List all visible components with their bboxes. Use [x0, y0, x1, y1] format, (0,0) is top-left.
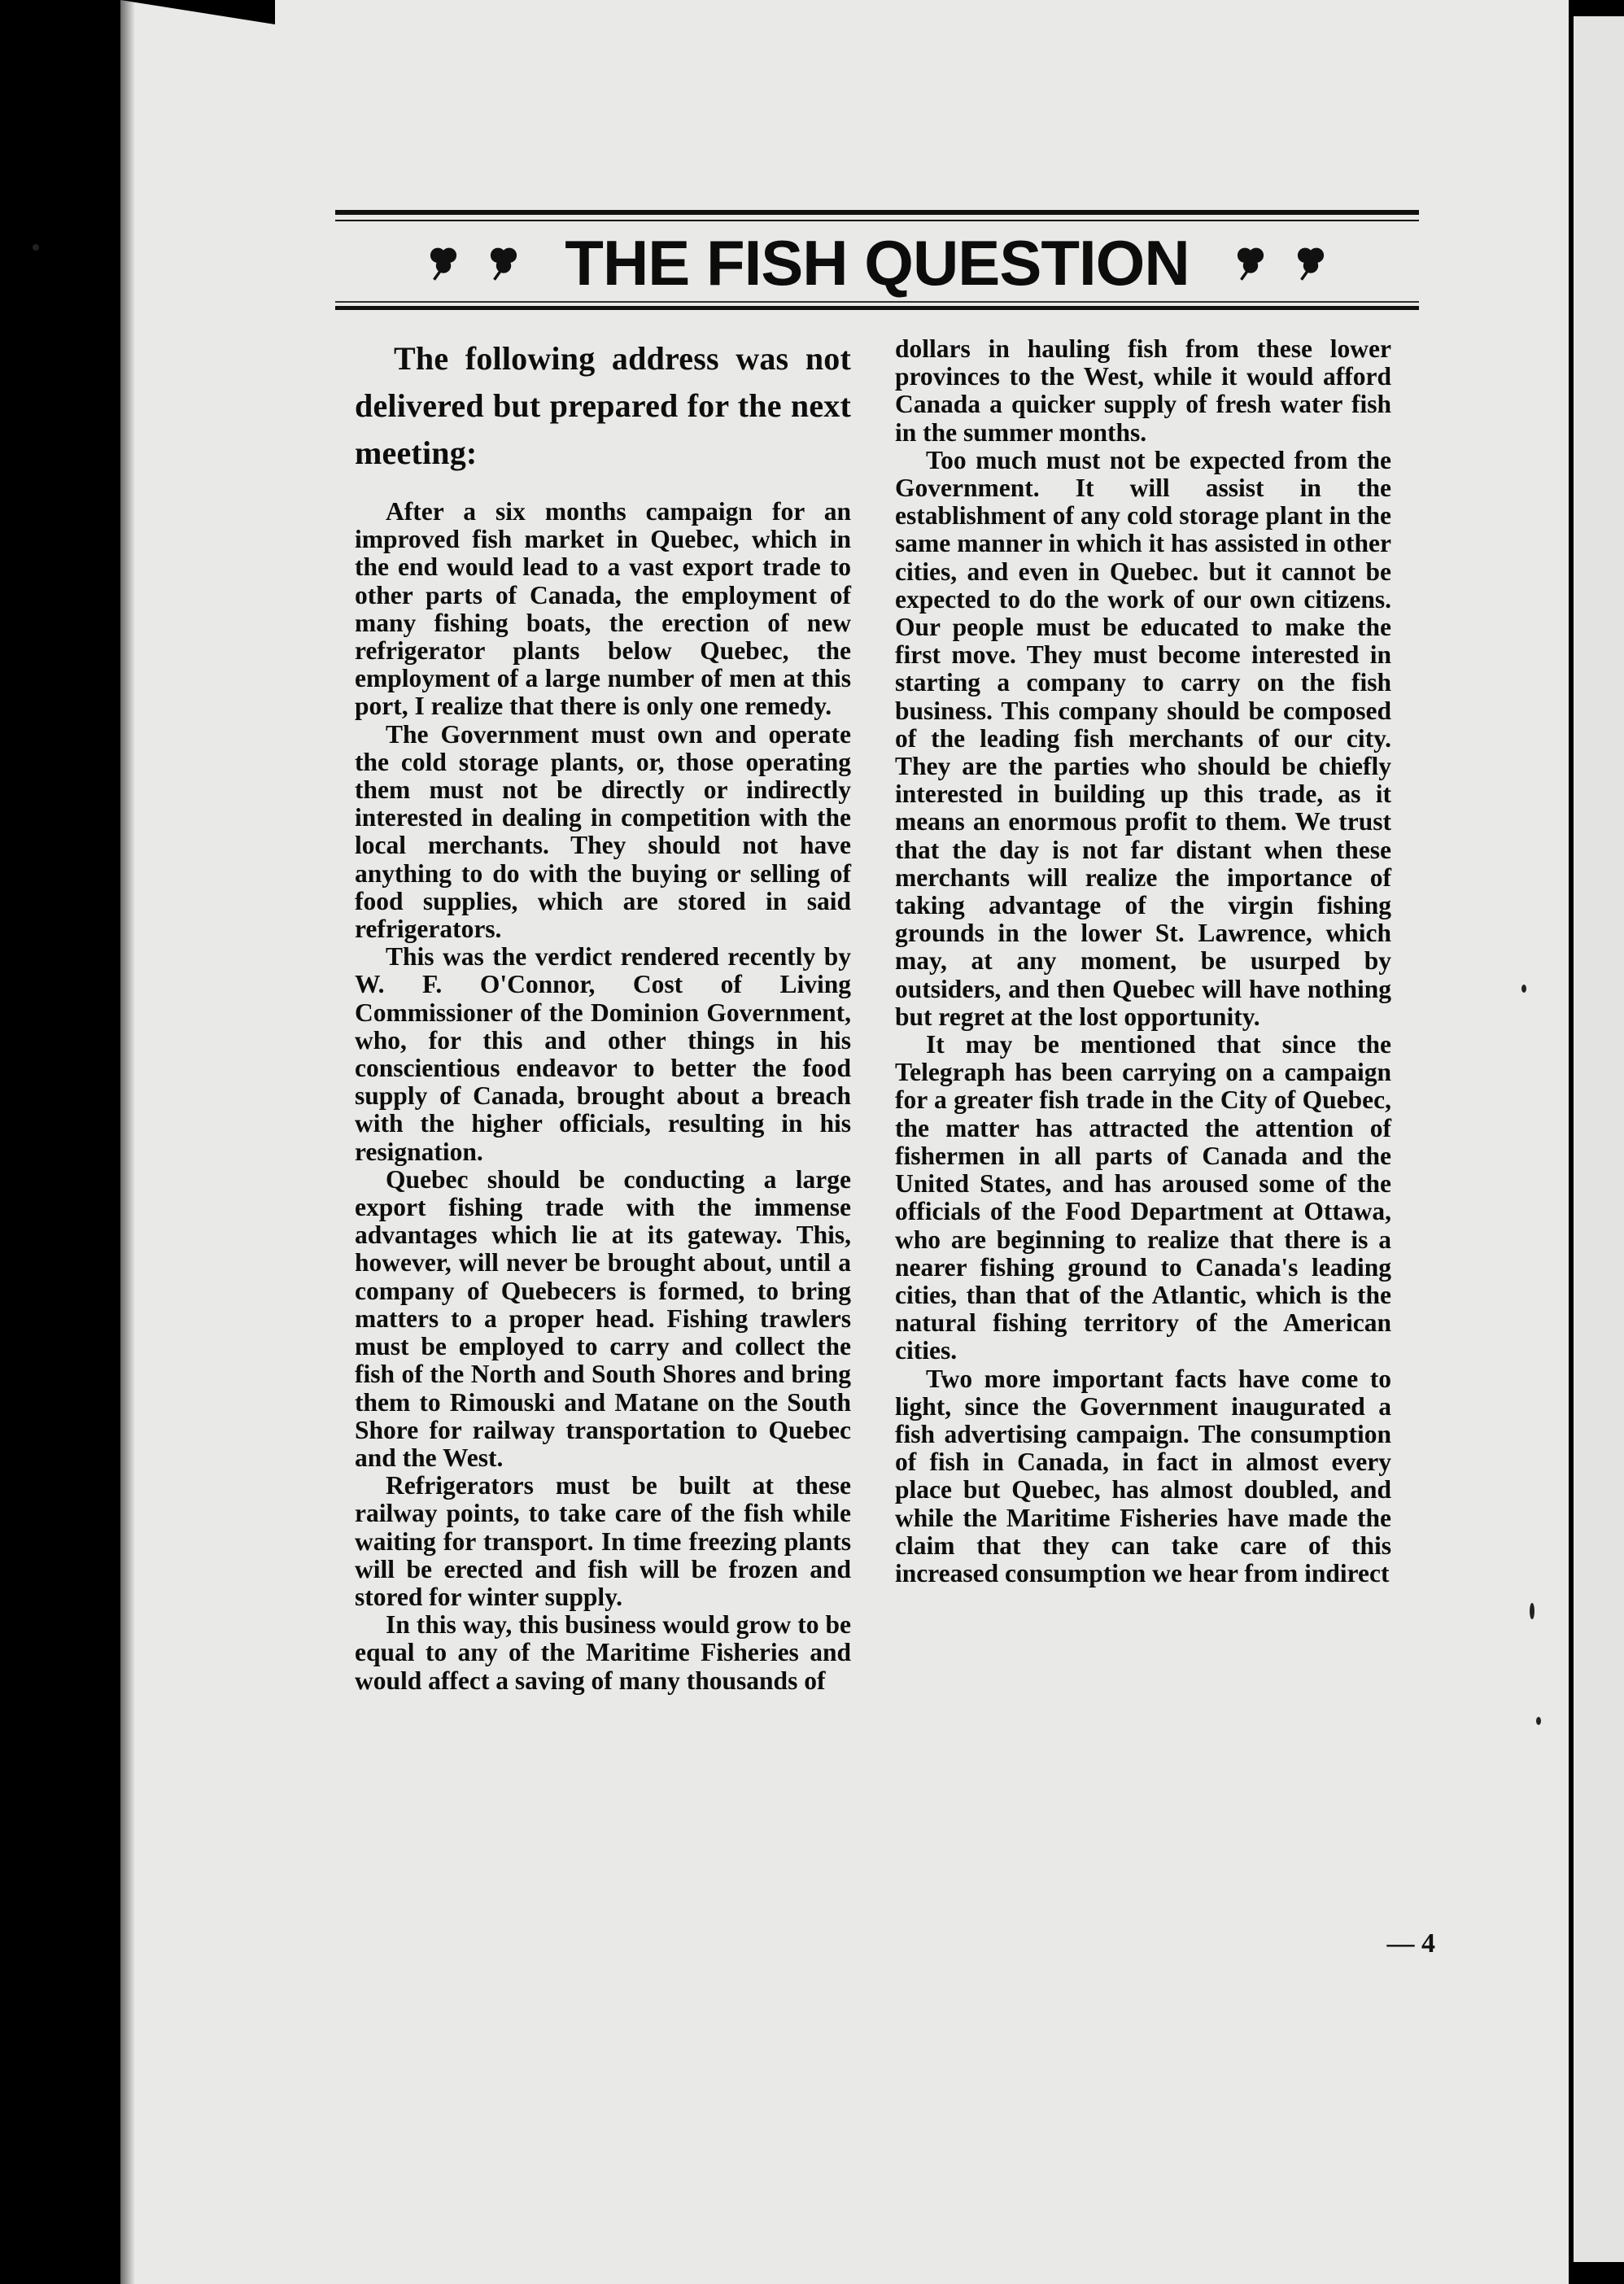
article-paragraph: In this way, this business would grow to be equal to any of the Maritime Fisheries and would affect a saving of many thousands of [355, 1610, 851, 1695]
masthead-rule-top-thin [335, 220, 1419, 221]
article-masthead [335, 208, 1419, 316]
shamrock-icon [1232, 244, 1269, 282]
adjacent-page-edge [1574, 16, 1624, 2262]
scan-speck [1536, 1717, 1541, 1725]
article-intro: The following address was not delivered but prepared for the next meeting: [355, 340, 851, 471]
shamrock-icon [425, 244, 462, 282]
article-paragraph: Two more important facts have come to light, since the Government inaugurated a fish advertising campaign. The consumption of fish in Canada, in fact in almost every place but Quebec, has almost doubled, and while the Maritime Fisheries have made the claim that they can take care of this increased consumption we hear from indirect [895, 1364, 1391, 1587]
masthead-rule-top [335, 210, 1419, 215]
masthead-rule-bottom-thin [335, 301, 1419, 303]
article-column-right [895, 335, 1391, 1587]
shamrock-icon [485, 244, 522, 282]
article-paragraph: The Government must own and operate the cold storage plants, or, those operating them must not be directly or indirectly interested in dealing in competition with the local merchants. They should not have anything to do with the buying or selling of food supplies, which are stored in said refrigerators. [355, 719, 851, 944]
article-column-left [355, 335, 851, 1695]
article-paragraph: Refrigerators must be built at these railway points, to take care of the fish while waiting for transport. In time freezing plants will be erected and fish will be frozen and stored for winter supply. [355, 1471, 851, 1611]
masthead-rule-bottom [335, 306, 1419, 310]
masthead-title-row [335, 228, 1419, 298]
article-paragraph: It may be mentioned that since the Telegraph has been carrying on a campaign for a greater fish trade in the City of Quebec, the matter has attracted the attention of fishermen in all parts of Canada and the United States, and has aroused some of the officials of the Food Department at Ottawa, who are beginning to realize that there is a nearer fishing ground to Canada's leading cities, than that of the Atlantic, which is the natural fishing territory of the American cities. [895, 1030, 1391, 1365]
shamrock-icon [1292, 244, 1329, 282]
article-paragraph: Too much must not be expected from the Government. It will assist in the establishment of any cold storage plant in the same manner in which it has assisted in other cities, and even in Quebec. but it cannot be expected to do the work of our own citizens. Our people must be educated to make the first move. They must become interested in starting a company to carry on the fish business. This company should be composed of the leading fish merchants of our city. They are the parties who should be chiefly interested in building up this trade, as it means an enormous profit to them. We trust that the day is not far distant when these merchants will realize the importance of taking advantage of the virgin fishing grounds in the lower St. Lawrence, which may, at any moment, be usurped by outsiders, and then Quebec will have nothing but regret at the lost opportunity. [895, 445, 1391, 1031]
page-binding-shadow [120, 0, 135, 2284]
article-paragraph: dollars in hauling fish from these lower provinces to the West, while it would afford Canada a quicker supply of fresh water fish in the summer months. [895, 334, 1391, 447]
article-paragraph: After a six months campaign for an improved fish market in Quebec, which in the end would lead to a vast export trade to other parts of Canada, the employment of many fishing boats, the erection of new refrigerator plants below Quebec, the employment of a large number of men at this port, I realize that there is only one remedy. [355, 497, 851, 721]
scan-speck [1521, 985, 1526, 993]
article-title: THE FISH QUESTION [565, 227, 1190, 299]
article-paragraph: This was the verdict rendered recently by W. F. O'Connor, Cost of Living Commissioner of the Dominion Government, who, for this and other things in his conscientious endeavor to better the food supply of Canada, brought about a breach with the higher officials, resulting in his resignation. [355, 942, 851, 1166]
page-number: — 4 [1386, 1928, 1435, 1959]
article-paragraph: Quebec should be conducting a large export fishing trade with the immense advantages which lie at its gateway. This, however, will never be brought about, until a company of Quebecers is formed, to bring matters to a proper head. Fishing trawlers must be employed to carry and collect the fish of the North and South Shores and bring them to Rimouski and Matane on the South Shore for railway transportation to Quebec and the West. [355, 1164, 851, 1472]
scan-speck [33, 244, 39, 251]
scan-speck [1530, 1603, 1535, 1619]
